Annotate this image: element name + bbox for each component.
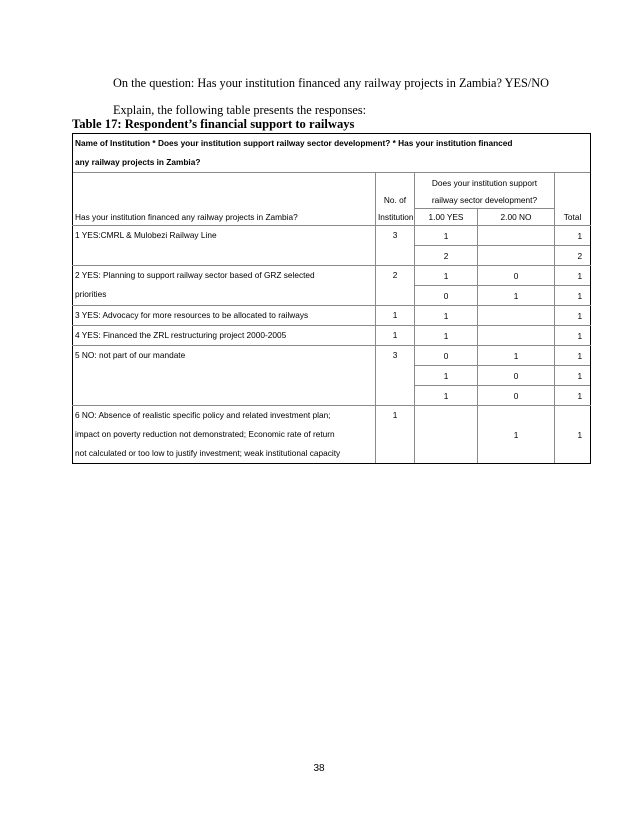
yes-cell: 1 bbox=[415, 386, 478, 406]
group-header-line-1: Does your institution support bbox=[431, 178, 538, 188]
total-cell: 1 bbox=[555, 386, 591, 406]
yes-cell: 1 bbox=[415, 266, 478, 286]
total-cell: 1 bbox=[555, 306, 591, 326]
responses-table bbox=[72, 133, 591, 464]
header-row-group bbox=[73, 173, 591, 209]
col-yes-header: 1.00 YES bbox=[415, 209, 478, 226]
table-row bbox=[73, 346, 591, 366]
no-cell bbox=[478, 226, 555, 246]
table-title-row bbox=[73, 134, 591, 173]
page-number: 38 bbox=[313, 763, 325, 774]
row-label bbox=[73, 406, 376, 464]
total-cell: 1 bbox=[555, 406, 591, 464]
body-paragraph-question: On the question: Has your institution financed any railway projects in Zambia? YES/NO bbox=[113, 76, 549, 90]
yes-cell: 1 bbox=[415, 306, 478, 326]
total-cell: 1 bbox=[555, 366, 591, 386]
total-cell: 1 bbox=[555, 266, 591, 286]
institution-count-cell: 1 bbox=[376, 326, 415, 346]
row-header-label: Has your institution financed any railway projects in Zambia? bbox=[73, 173, 376, 226]
row-label bbox=[73, 306, 376, 326]
table-row bbox=[73, 266, 591, 286]
yes-cell: 2 bbox=[415, 246, 478, 266]
table-title-line-2: any railway projects in Zambia? bbox=[75, 157, 201, 167]
no-cell bbox=[478, 326, 555, 346]
row-label bbox=[73, 266, 376, 306]
yes-cell: 1 bbox=[415, 226, 478, 246]
col-count-header bbox=[376, 173, 415, 226]
col-count-header-line-2: Institution bbox=[378, 212, 414, 222]
row-label-line: impact on poverty reduction not demonstrated; Economic rate of return bbox=[75, 429, 335, 439]
total-cell: 1 bbox=[555, 226, 591, 246]
institution-count-cell: 3 bbox=[376, 226, 415, 266]
row-label-line: priorities bbox=[75, 289, 107, 299]
row-label bbox=[73, 226, 376, 266]
row-label-line: not calculated or too low to justify investment; weak institutional capacity bbox=[75, 448, 341, 458]
table-caption: Table 17: Respondent’s financial support to railways bbox=[72, 117, 355, 131]
no-cell bbox=[478, 246, 555, 266]
row-label-line: 3 YES: Advocacy for more resources to be allocated to railways bbox=[75, 310, 309, 320]
group-header bbox=[415, 173, 555, 209]
row-label-line: 5 NO: not part of our mandate bbox=[75, 350, 186, 360]
group-header-line-2: railway sector development? bbox=[431, 195, 538, 205]
table-row bbox=[73, 406, 591, 464]
total-cell: 2 bbox=[555, 246, 591, 266]
row-label-line: 6 NO: Absence of realistic specific policy and related investment plan; bbox=[75, 410, 331, 420]
no-cell: 0 bbox=[478, 366, 555, 386]
col-total-header: Total bbox=[555, 173, 591, 226]
no-cell: 0 bbox=[478, 386, 555, 406]
yes-cell: 1 bbox=[415, 326, 478, 346]
row-label-line: 2 YES: Planning to support railway sector based of GRZ selected bbox=[75, 270, 315, 280]
row-label bbox=[73, 326, 376, 346]
no-cell: 1 bbox=[478, 286, 555, 306]
institution-count-cell: 2 bbox=[376, 266, 415, 306]
total-cell: 1 bbox=[555, 286, 591, 306]
col-no-header: 2.00 NO bbox=[478, 209, 555, 226]
body-paragraph-explain: Explain, the following table presents the responses: bbox=[113, 103, 367, 117]
yes-cell: 1 bbox=[415, 366, 478, 386]
table-row bbox=[73, 226, 591, 246]
table-row bbox=[73, 306, 591, 326]
institution-count-cell: 3 bbox=[376, 346, 415, 406]
yes-cell: 0 bbox=[415, 286, 478, 306]
table-title-line-1: Name of Institution * Does your institution support railway sector development? * Has your institution financed bbox=[75, 138, 513, 148]
row-label-line: 1 YES:CMRL & Mulobezi Railway Line bbox=[75, 230, 217, 240]
no-cell: 1 bbox=[478, 346, 555, 366]
row-label bbox=[73, 346, 376, 406]
yes-cell bbox=[415, 406, 478, 464]
total-cell: 1 bbox=[555, 346, 591, 366]
row-label-line: 4 YES: Financed the ZRL restructuring project 2000-2005 bbox=[75, 330, 287, 340]
col-count-header-line-1: No. of bbox=[383, 195, 407, 205]
institution-count-cell: 1 bbox=[376, 406, 415, 464]
no-cell: 1 bbox=[478, 406, 555, 464]
table-title-cell bbox=[73, 134, 591, 173]
yes-cell: 0 bbox=[415, 346, 478, 366]
no-cell bbox=[478, 306, 555, 326]
no-cell: 0 bbox=[478, 266, 555, 286]
institution-count-cell: 1 bbox=[376, 306, 415, 326]
total-cell: 1 bbox=[555, 326, 591, 346]
table-row bbox=[73, 326, 591, 346]
